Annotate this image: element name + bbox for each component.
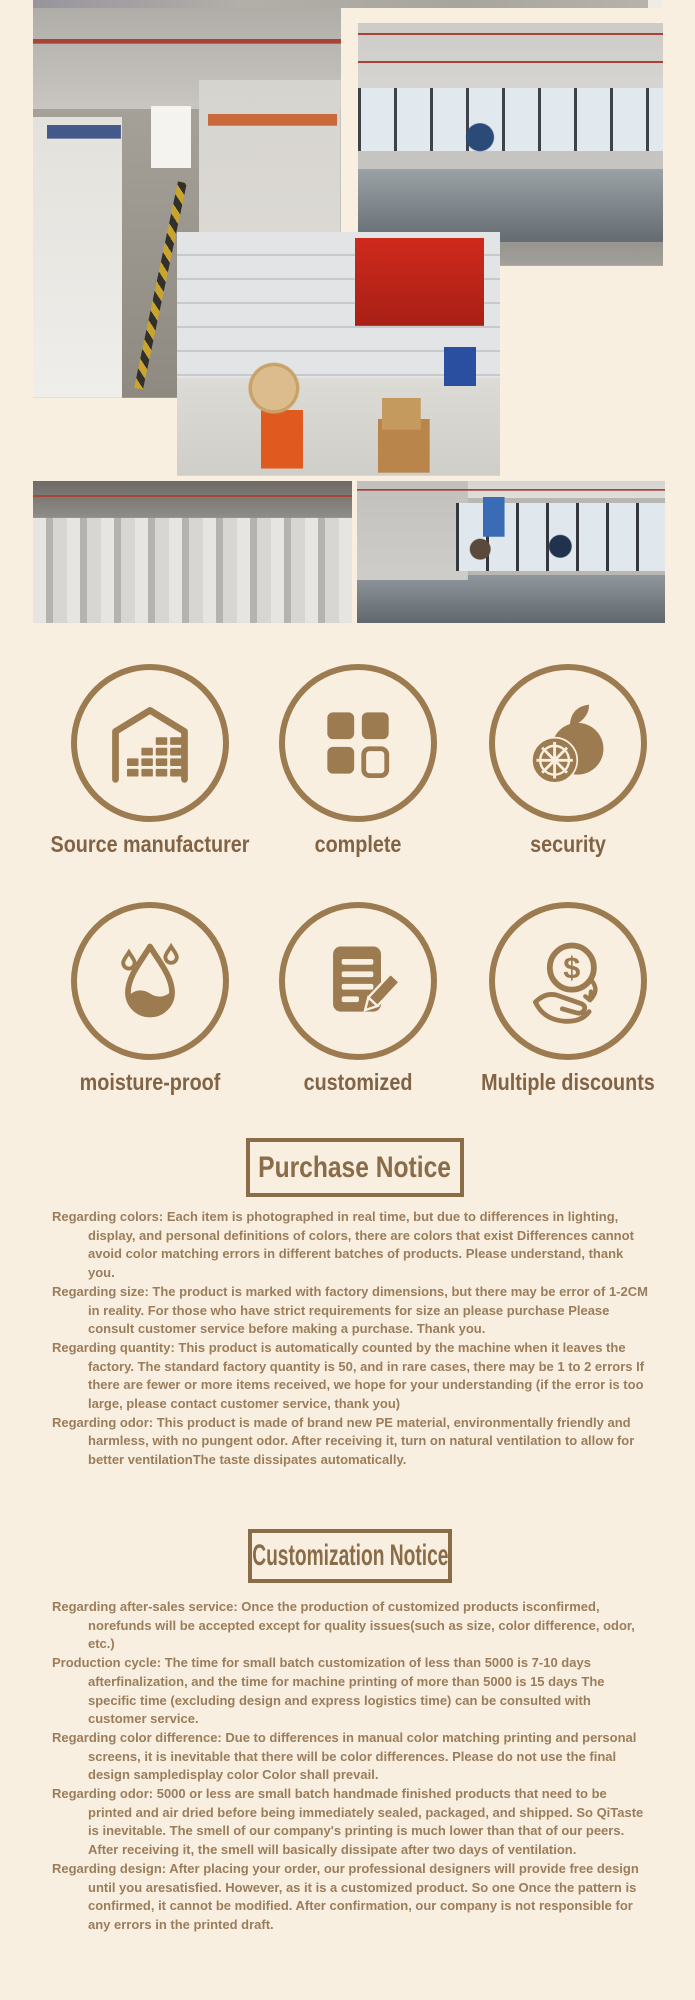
notice-paragraph-size: Regarding size: The product is marked with factory dimensions, but there may be error of 1-2CM in reality. For those who have strict requirements for size an please purchase Please consult customer service before making a purchase. Thank you. <box>52 1283 648 1337</box>
fruit-icon <box>522 697 614 789</box>
feature-circle <box>279 902 437 1060</box>
feature-circle <box>489 902 647 1060</box>
feature-label: Source manufacturer <box>50 831 250 857</box>
notice-paragraph-color-difference: Regarding color difference: Due to differences in manual color matching printing and personal screens, it is inevitable that there will be color differences. Please do not use the final design sampledisplay color Color shall prevail. <box>52 1729 637 1783</box>
purchase-notice-heading-box <box>246 1138 464 1197</box>
feature-circle <box>279 664 437 822</box>
notice-paragraph-design: Regarding design: After placing your order, our professional designers will provide free design until you aresatisfied. However, as it is a customized product. So one Once the pattern is confirmed, it cannot be modified. After confirmation, our company is not responsible for any errors in the printed draft. <box>52 1860 639 1932</box>
warehouse-icon <box>104 697 196 789</box>
hand-coin-icon <box>522 935 614 1027</box>
photo-film-roll-stock <box>33 481 352 623</box>
feature-circle <box>71 902 229 1060</box>
photo-production-workshop <box>358 23 663 266</box>
feature-circle <box>71 664 229 822</box>
notice-paragraph-production-cycle: Production cycle: The time for small batch customization of less than 5000 is 7-10 days afterfinalization, and the time for machine printing of more than 5000 is 15 days The specific time (excluding design and express logistics time) can be consulted with customer service. <box>52 1655 605 1727</box>
notice-paragraph-after-sales: Regarding after-sales service: Once the production of customized products isconfirmed, norefunds will be accepted except for quality issues(such as size, color difference, odor, etc.) <box>52 1599 635 1652</box>
feature-security <box>448 664 688 858</box>
feature-moisture-proof <box>30 902 270 1096</box>
purchase-notice-text <box>52 1208 648 1470</box>
water-drop-icon <box>104 935 196 1027</box>
feature-complete <box>238 664 478 858</box>
notice-paragraph-quantity: Regarding quantity: This product is automatically counted by the machine when it leaves the factory. The standard factory quantity is 50, and in rare cases, there may be 1 to 2 errors If there are fewer or more items received, we hope for your understanding (if the error is too large, please contact customer service, thank you) <box>52 1339 645 1412</box>
feature-label: complete <box>314 831 402 857</box>
notice-paragraph-odor: Regarding odor: This product is made of brand new PE material, environmentally friendly and harmless, with no pungent odor. After receiving it, turn on natural ventilation to allow for better ventilationThe taste dissipates automatically. <box>52 1414 635 1468</box>
feature-label: customized <box>303 1069 413 1095</box>
customization-notice-heading-box <box>248 1529 452 1583</box>
feature-customized <box>238 902 478 1096</box>
document-pencil-icon <box>312 935 404 1027</box>
grid-icon <box>312 697 404 789</box>
photo-bag-making-machine <box>177 232 500 476</box>
dollar-glyph: $ <box>563 951 581 986</box>
notice-paragraph-odor-custom: Regarding odor: 5000 or less are small batch handmade finished products that need to be printed and air dried before being immediately sealed, packaged, and shipped. So QiTaste is inevitable. The smell of our company's printing is much lower than that of our peers. After receiving it, the smell will basically dissipate after two days of ventilation. <box>52 1786 644 1858</box>
feature-multiple-discounts <box>448 902 688 1096</box>
customization-notice-text <box>52 1598 648 1935</box>
notice-paragraph-colors: Regarding colors: Each item is photographed in real time, but due to differences in lighting, display, and personal definitions of colors, there are colors that exist Differences cannot avoid color matching errors in different batches of products. Please understand, thank you. <box>52 1209 634 1281</box>
purchase-notice-title: Purchase Notice <box>258 1150 452 1184</box>
feature-label: security <box>530 831 606 857</box>
top-photo-strip-end <box>648 0 662 8</box>
customization-notice-title: Customization Notice <box>251 1539 449 1572</box>
feature-label: moisture-proof <box>79 1069 221 1095</box>
photo-workshop-workers <box>357 481 665 623</box>
feature-label: Multiple discounts <box>481 1069 655 1095</box>
feature-circle <box>489 664 647 822</box>
top-photo-strip <box>33 0 648 8</box>
feature-source-manufacturer <box>30 664 270 858</box>
